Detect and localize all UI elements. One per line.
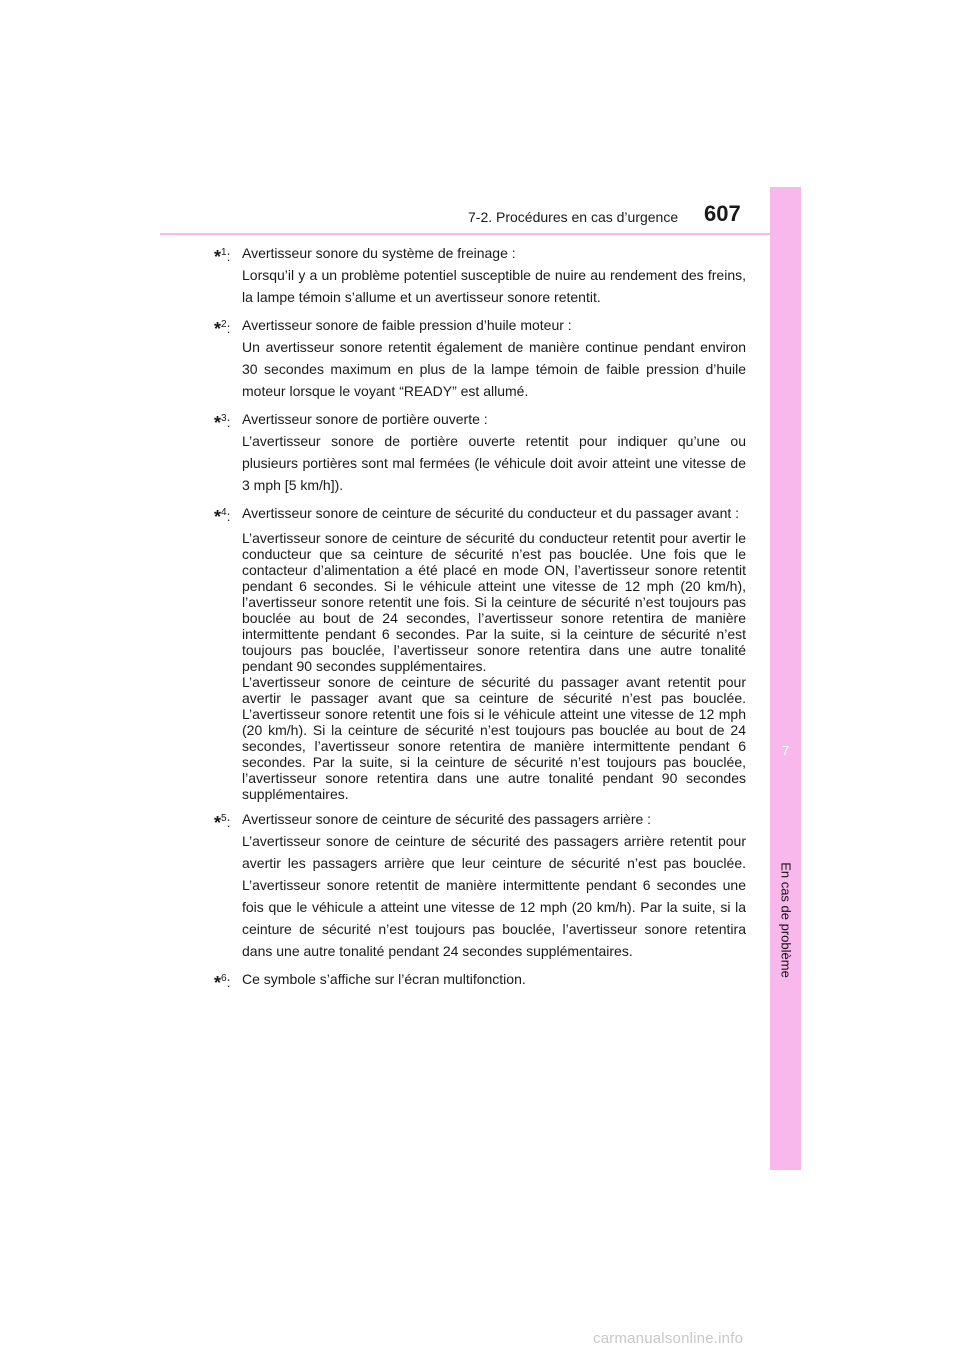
note-body: L’avertisseur sonore de ceinture de sécurité du passager avant retentit pour avertir le passager avant que sa ceinture de sécurité n’est pas bouclée. L’avertisseur sonore retentit une fois si le véhicule atteint une vitesse de 12 mph (20 km/h). Si la ceinture de sécurité n’est toujours pas bouclée au bout de 24 secondes, l’avertisseur sonore retentira de manière intermittente pendant 6 secondes. Par la suite, si la ceinture de sécurité n’est toujours pas bouclée, l’avertisseur sonore retentira dans une autre tonalité pendant 90 secondes supplémentaires. xyxy=(242,674,746,802)
note-body: Un avertisseur sonore retentit également de manière continue pendant environ 30 secondes maximum en plus de la lampe témoin de faible pression d’huile moteur lorsque le voyant “READY” est allumé. xyxy=(242,339,746,399)
note-title: Avertisseur sonore du système de freinage : xyxy=(242,245,516,261)
chapter-number: 7 xyxy=(781,743,790,758)
note-marker: *$^3$: xyxy=(214,413,231,433)
note-body: Lorsqu’il y a un problème potentiel susceptible de nuire au rendement des freins, la lampe témoin s’allume et un avertisseur sonore retentit. xyxy=(242,267,746,305)
section-title: 7-2. Procédures en cas d’urgence xyxy=(468,209,679,225)
note-2 xyxy=(214,314,746,402)
note-5 xyxy=(214,808,746,962)
note-title: Avertisseur sonore de ceinture de sécurité du conducteur et du passager avant : xyxy=(242,505,740,521)
chapter-side-tab xyxy=(770,187,801,1170)
page-number: 607 xyxy=(704,201,741,226)
note-body: L’avertisseur sonore de ceinture de sécurité du conducteur retentit pour avertir le conducteur que sa ceinture de sécurité n’est pas bouclée. Une fois que le contacteur d’alimentation a été placé en mode ON, l’avertisseur sonore retentit pendant 6 secondes. Si le véhicule atteint une vitesse de 12 mph (20 km/h), l’avertisseur sonore retentit une fois. Si la ceinture de sécurité n’est toujours pas bouclée au bout de 24 secondes, l’avertisseur sonore retentira de manière intermittente pendant 6 secondes. Par la suite, si la ceinture de sécurité n’est toujours pas bouclée, l’avertisseur sonore retentira dans une autre tonalité pendant 90 secondes supplémentaires. xyxy=(242,530,746,674)
header-rule xyxy=(160,233,801,235)
note-title: Avertisseur sonore de ceinture de sécurité des passagers arrière : xyxy=(242,811,652,827)
note-body: L’avertisseur sonore de ceinture de sécurité des passagers arrière retentit pour avertir les passagers arrière que leur ceinture de sécurité n’est pas bouclée. L’avertisseur sonore retentit de manière intermittente pendant 6 secondes une fois que le véhicule a atteint une vitesse de 12 mph (20 km/h). Par la suite, si la ceinture de sécurité n’est toujours pas bouclée, l’avertisseur sonore retentira dans une autre tonalité pendant 24 secondes supplémentaires. xyxy=(242,833,746,959)
note-marker: *$^4$: xyxy=(214,507,231,527)
note-4 xyxy=(214,502,746,802)
note-title: Ce symbole s’affiche sur l’écran multifonction. xyxy=(242,971,526,987)
note-3 xyxy=(214,408,746,496)
watermark-text: carmanualsonline.info xyxy=(593,1330,744,1347)
note-1 xyxy=(214,242,746,308)
note-marker: *$^5$: xyxy=(214,813,231,833)
note-marker: *$^1$: xyxy=(214,247,231,267)
note-body: L’avertisseur sonore de portière ouverte retentit pour indiquer qu’une ou plusieurs portières sont mal fermées (le véhicule doit avoir atteint une vitesse de 3 mph [5 km/h]). xyxy=(242,433,746,493)
note-marker: *$^2$: xyxy=(214,319,231,339)
note-6 xyxy=(214,968,746,993)
note-title: Avertisseur sonore de portière ouverte : xyxy=(242,411,488,427)
chapter-title: En cas de problème xyxy=(778,862,794,978)
note-title: Avertisseur sonore de faible pression d’huile moteur : xyxy=(242,317,572,333)
notes-content xyxy=(214,242,746,996)
note-marker: *$^6$: xyxy=(214,973,231,993)
